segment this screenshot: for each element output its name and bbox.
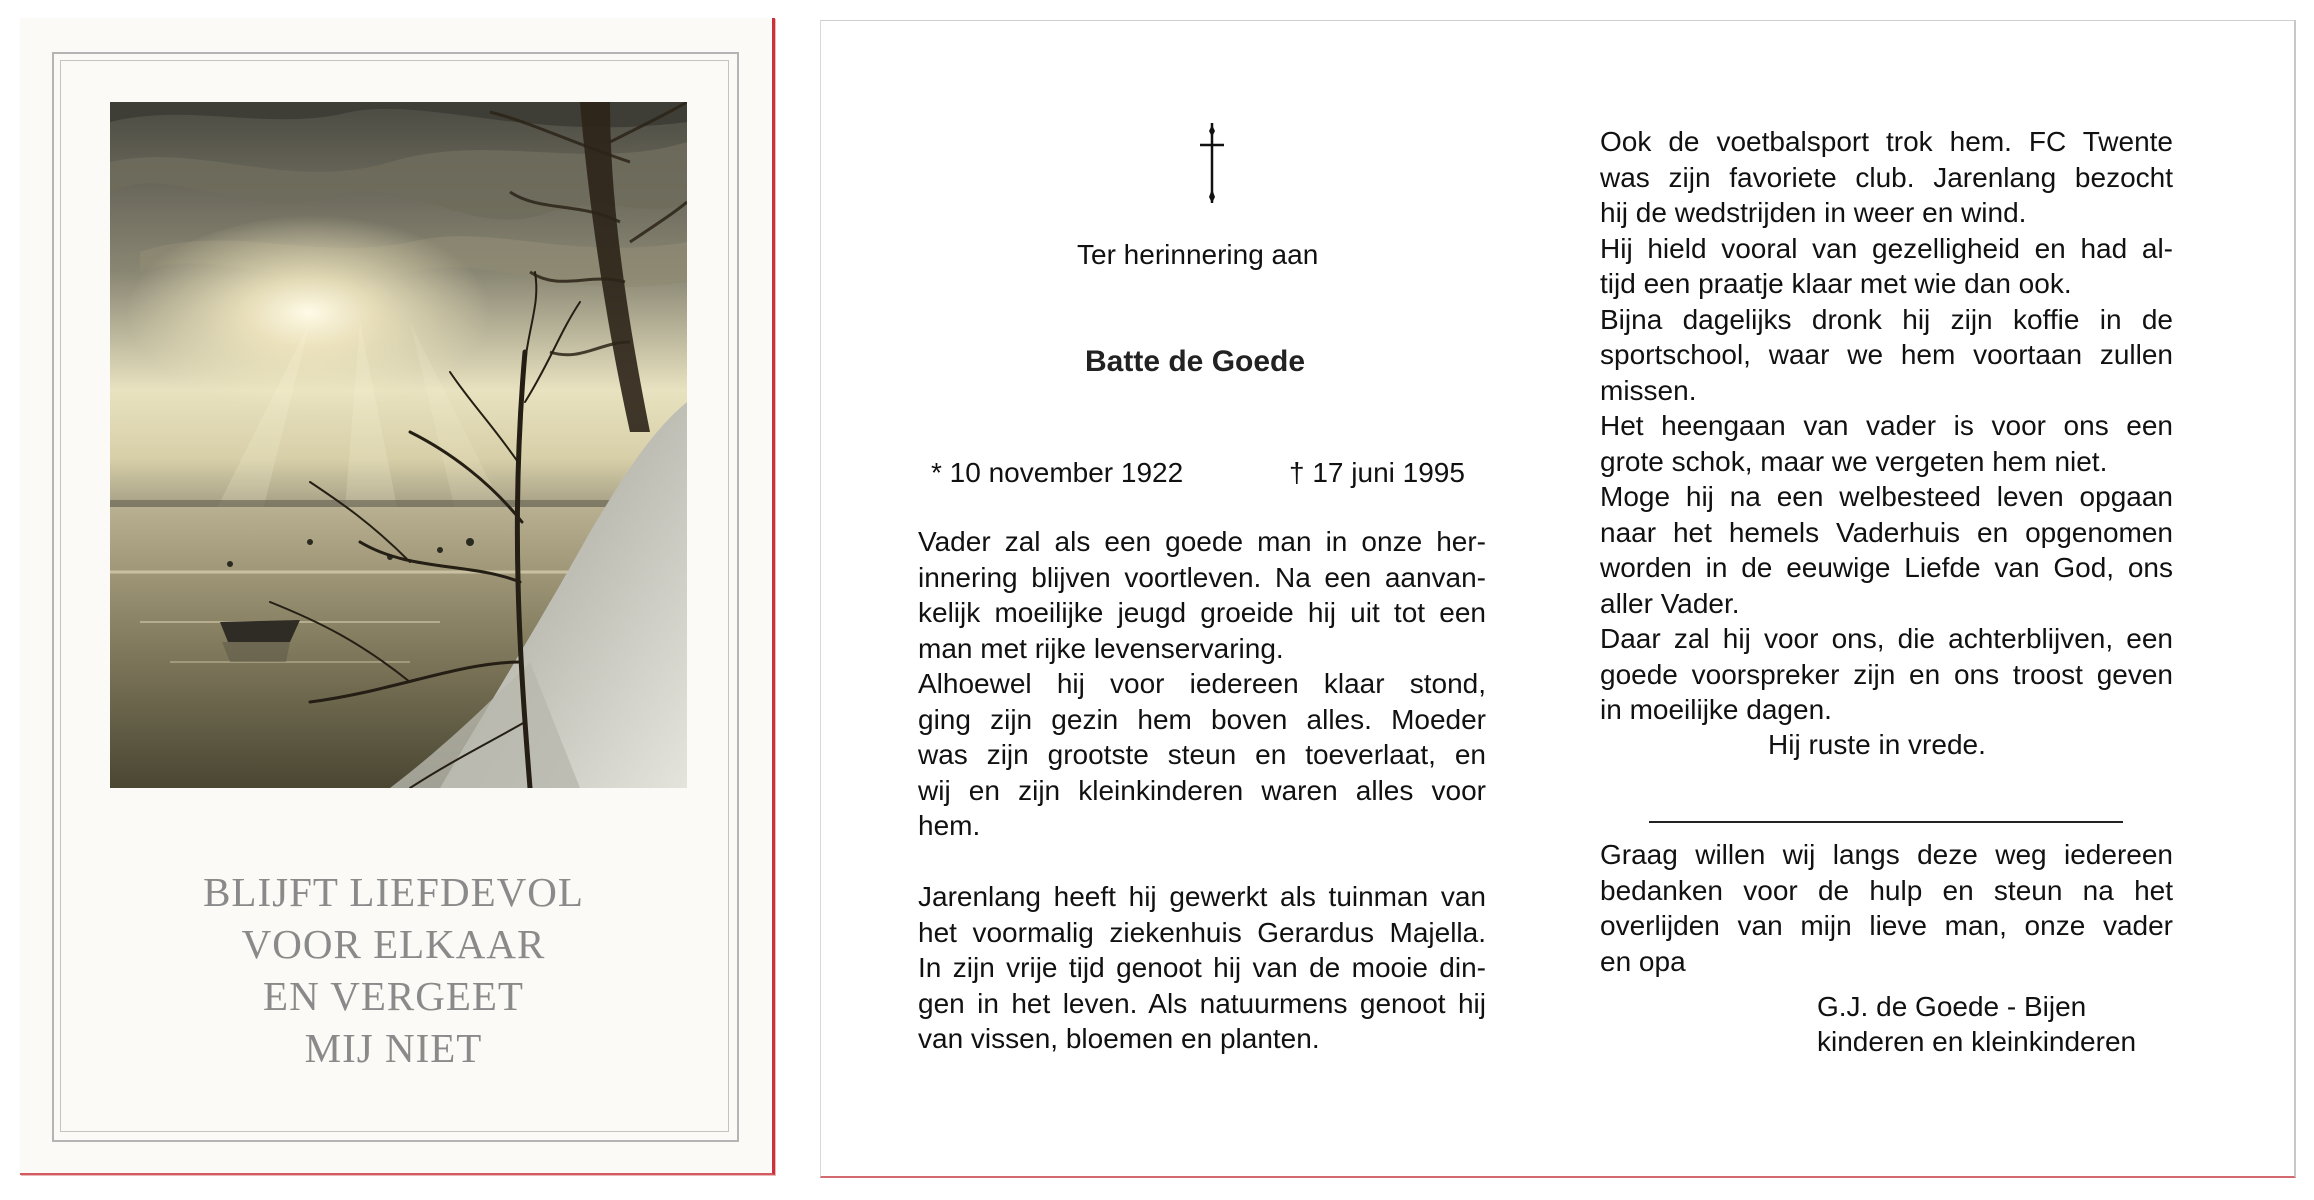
text-column-right xyxy=(1600,124,2173,728)
signature-name: G.J. de Goede - Bijen xyxy=(1817,991,2087,1022)
deceased-name: Batte de Goede xyxy=(1085,345,1306,378)
text-line: het voormalig ziekenhuis Gerardus Majella. xyxy=(918,916,1486,948)
text-line: Het heengaan van vader is voor ons een xyxy=(1600,410,2173,441)
front-card xyxy=(20,18,775,1175)
text-line: Graag willen wij langs deze weg iedereen xyxy=(1600,839,2173,870)
text-line: wij en zijn kleinkinderen waren alles voor xyxy=(918,774,1486,806)
text-line: naar het hemels Vaderhuis en opgenomen xyxy=(1600,516,2173,548)
text-line: en opa xyxy=(1600,945,1686,977)
text-line: Moge hij na een welbesteed leven opgaan xyxy=(1600,481,2173,512)
text-line: Daar zal hij voor ons, die achterblijven, een xyxy=(1600,623,2173,654)
text-line: Bijna dagelijks dronk hij zijn koffie in de xyxy=(1600,303,2173,335)
text-line: innering blijven voortleven. Na een aanvan- xyxy=(918,561,1486,593)
text-line: hem. xyxy=(918,810,981,841)
text-column-left xyxy=(918,524,1486,1057)
text-line: Vader zal als een goede man in onze her- xyxy=(918,526,1486,557)
text-line: tijd een praatje klaar met wie dan ook. xyxy=(1600,268,2072,299)
text-line: In zijn vrije tijd genoot hij van de mooie din- xyxy=(918,952,1486,983)
text-line: aller Vader. xyxy=(1600,587,1740,619)
text-line: sportschool, waar we hem voortaan zullen xyxy=(1600,339,2173,370)
text-line: ging zijn gezin hem boven alles. Moeder xyxy=(918,703,1486,735)
verse-line: BLIJFT LIEFDEVOL xyxy=(203,869,584,915)
text-line: overlijden van mijn lieve man, onze vader xyxy=(1600,910,2173,941)
text-line: bedanken voor de hulp en steun na het xyxy=(1600,874,2173,906)
text-line: man met rijke levenservaring. xyxy=(918,632,1284,664)
closing-line: Hij ruste in vrede. xyxy=(1768,729,1986,760)
text-line: hij de wedstrijden in weer en wind. xyxy=(1600,197,2027,228)
death-date: † 17 juni 1995 xyxy=(1289,457,1465,488)
text-line: Alhoewel hij voor iedereen klaar stond, xyxy=(918,668,1486,699)
intro-heading: Ter herinnering aan xyxy=(1077,239,1319,270)
signature-family: kinderen en kleinkinderen xyxy=(1817,1026,2137,1057)
text-line: Ook de voetbalsport trok hem. FC Twente xyxy=(1600,126,2173,157)
text-line: in moeilijke dagen. xyxy=(1600,694,1832,725)
verse-line: MIJ NIET xyxy=(304,1025,483,1071)
text-line: worden in de eeuwige Liefde van God, ons xyxy=(1600,552,2173,583)
cross-icon xyxy=(1197,123,1227,203)
text-line: missen. xyxy=(1600,374,1697,406)
birth-date: * 10 november 1922 xyxy=(931,457,1184,488)
text-line: was zijn grootste steun en toeverlaat, en xyxy=(918,739,1486,770)
thanks-text xyxy=(1600,837,2173,979)
text-line: Jarenlang heeft hij gewerkt als tuinman van xyxy=(918,881,1486,912)
text-line: kelijk moeilijke jeugd groeide hij uit tot een xyxy=(918,597,1486,628)
verse-line: VOOR ELKAAR xyxy=(241,921,546,967)
verse xyxy=(60,866,727,1074)
text-line: grote schok, maar we vergeten hem niet. xyxy=(1600,445,2108,477)
text-line: van vissen, bloemen en planten. xyxy=(918,1023,1320,1054)
verse-line: EN VERGEET xyxy=(263,973,524,1019)
text-line: Hij hield vooral van gezelligheid en had al- xyxy=(1600,232,2173,264)
text-line: gen in het leven. Als natuurmens genoot hij xyxy=(918,987,1486,1019)
paragraph-gap xyxy=(918,844,1486,880)
text-line: was zijn favoriete club. Jarenlang bezocht xyxy=(1600,161,2173,193)
text-card xyxy=(820,20,2296,1178)
sunset-lake-photo xyxy=(110,102,687,788)
text-line: goede voorspreker zijn en ons troost geven xyxy=(1600,658,2173,690)
divider-line xyxy=(1649,821,2123,823)
